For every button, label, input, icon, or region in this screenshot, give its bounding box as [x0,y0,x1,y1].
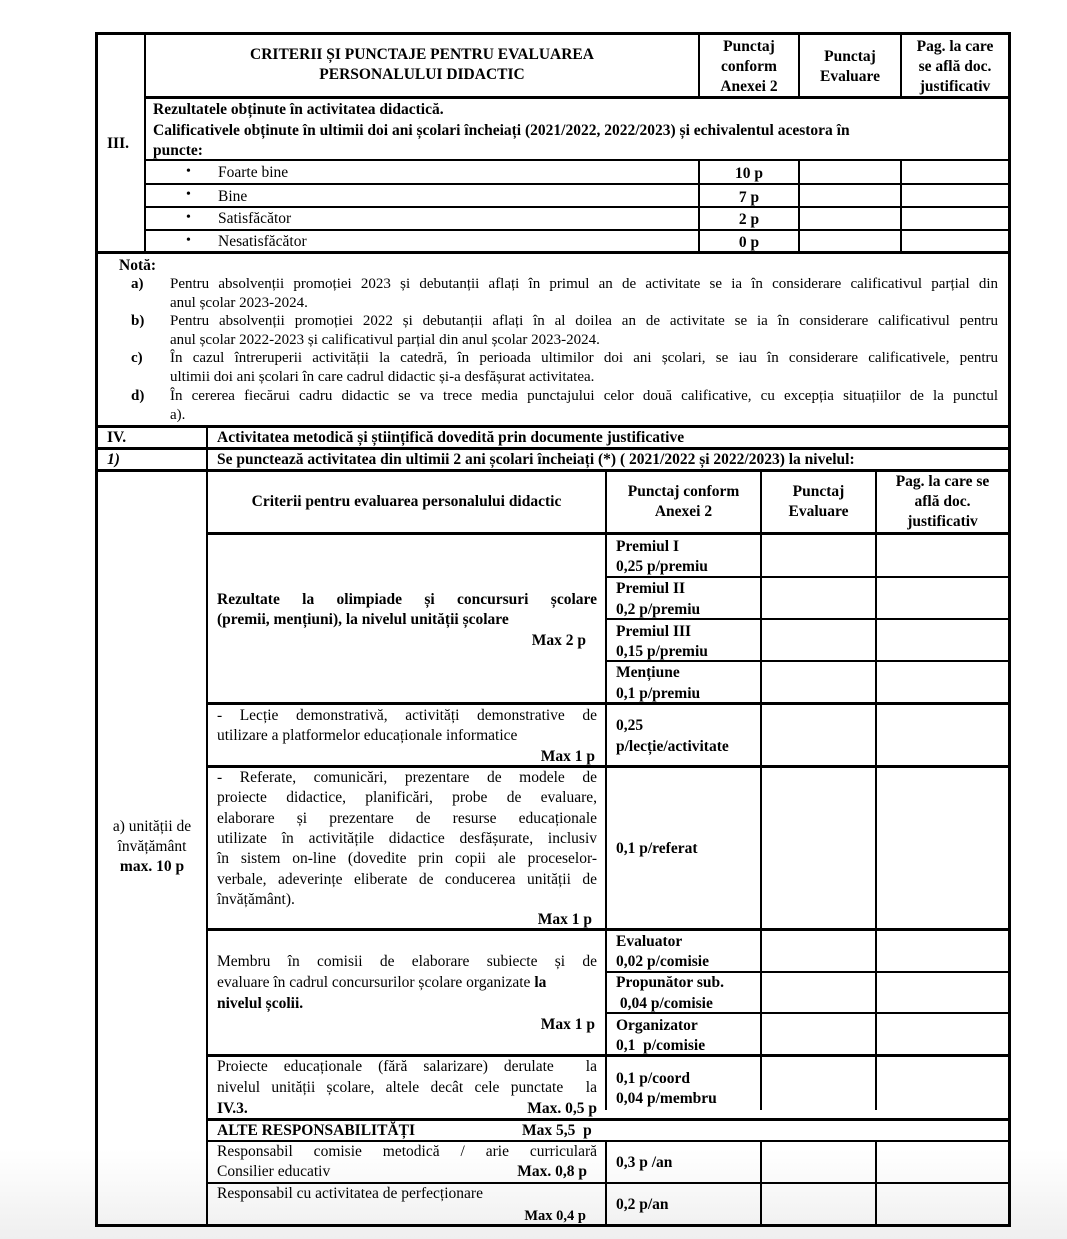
level-label-max: max. 10 p [119,858,185,875]
rating-evaluare-input[interactable] [800,185,900,206]
rating-label: Bine [218,188,248,205]
bullet-icon: • [186,187,191,202]
olimpiade-line2: (premii, mențiuni), la nivelul unității școlare [217,611,509,628]
proiecte-line3: IV.3. [217,1100,248,1117]
resp-comisie-value: 0,3 p /an [616,1154,673,1171]
evaluare-input-cell[interactable] [762,1184,875,1224]
intro-line3: puncte: [153,142,203,159]
iv-punctaj-header-line2: Anexei 2 [654,503,713,520]
pag-input-cell[interactable] [877,662,1008,702]
level-label [98,817,206,877]
punctaj-header-line1: Punctaj [723,38,775,55]
lectie-max: Max 1 p [540,748,595,765]
proiecte-max: Max. 0,5 p [527,1100,597,1117]
pag-input-cell[interactable] [877,705,1008,765]
section-iii-punctaj-header [700,37,798,97]
prize-name: Premiul II [616,580,686,597]
bullet-icon: • [186,210,191,225]
pag-header-line3: justificativ [919,78,991,95]
pag-input-cell[interactable] [877,931,1008,971]
note-letter: b) [131,313,145,329]
criteria-header-line2: PERSONALULUI DIDACTIC [319,66,525,83]
resp-comisie-line2: Consilier educativ [217,1163,331,1180]
note-line1: Pentru absolvenții promoției 2023 și debutanții aflați în primul an de activitate se ia în considerare calificativul parțial din [170,276,998,292]
rating-points: 0 p [738,234,760,251]
rating-label: Foarte bine [218,164,289,181]
section-iii-evaluare-header [800,47,900,87]
rating-row [146,161,1008,183]
prize-name: Mențiune [616,664,680,681]
rating-row [146,185,1008,206]
role-name: Evaluator [616,933,683,950]
iv-punctaj-header [607,482,760,522]
referate-line: în sistem on-line (dovedite prin copii ale proceselor- [217,850,597,868]
comisii-line2: evaluare în cadrul concursurilor școlare organizate [217,974,535,991]
bullet-icon: • [186,164,191,179]
pag-header-line2: se află doc. [918,58,992,75]
rating-row [146,208,1008,229]
rating-pag-input[interactable] [902,161,1008,183]
iv-pag-header-line2: află doc. [914,493,971,510]
evaluare-input-cell[interactable] [762,578,875,618]
punctaj-header-line2: conform [721,58,777,75]
rating-row [146,231,1008,251]
rating-points: 2 p [738,211,760,228]
iv-evaluare-header-line1: Punctaj [792,483,845,500]
prize-value: 0,15 p/premiu [616,643,708,660]
evaluare-input-cell[interactable] [762,1142,875,1182]
prize-value: 0,2 p/premiu [616,601,701,618]
olimpiade-max: Max 2 p [531,632,586,649]
iv-criteria-header: Criterii pentru evaluarea personalului didactic [251,493,562,510]
referate-value: 0,1 p/referat [616,840,698,857]
rating-pag-input[interactable] [902,185,1008,206]
note-line2: ultimii doi ani școlari în care cadrul didactic și-a desfășurat activitatea. [170,368,595,385]
note-line1: Pentru absolvenții promoției 2022 și debutanții aflați în al doilea an de activitate se ia în considerare calificativul pentru [170,313,998,329]
bullet-icon: • [186,233,191,248]
section-iv-title: Activitatea metodică și științifică dovedită prin documente justificative [217,429,685,446]
role-value: 0,04 p/comisie [616,995,713,1012]
proiecte-line1: Proiecte educaționale (fără salarizare) derulate la [217,1058,597,1075]
criteria-header-line1: CRITERII ȘI PUNCTAJE PENTRU EVALUAREA [250,46,594,63]
lectie-line1: - Lecție demonstrativă, activități demonstrative de [217,707,597,724]
evaluare-input-cell[interactable] [762,705,875,765]
iv-punctaj-header-line1: Punctaj conform [627,483,740,500]
iv-pag-header-line1: Pag. la care se [895,473,990,490]
note-letter: d) [131,388,145,404]
iv-pag-header [877,472,1008,532]
evaluare-input-cell[interactable] [762,931,875,971]
comisii-line1: Membru în comisii de elaborare subiecte și de [217,953,597,970]
pag-input-cell[interactable] [877,535,1008,576]
punctaj-header-line3: Anexei 2 [720,78,778,95]
notes-title: Notă: [119,257,157,274]
resp-perf-line1: Responsabil cu activitatea de perfecționare [217,1185,483,1202]
rating-evaluare-input[interactable] [800,208,900,229]
level-label-line1: a) unității de [112,818,192,835]
resp-comisie-max: Max. 0,8 p [517,1163,587,1180]
proiecte-value-line1: 0,1 p/coord [616,1070,691,1087]
section-iii-criteria-header [146,45,698,85]
role-name: Organizator [616,1017,698,1034]
rating-evaluare-input[interactable] [800,161,900,183]
comisii-line3: nivelul școlii. [217,995,304,1012]
intro-line2: Calificativele obținute în ultimii doi ani școlari încheiați (2021/2022, 2022/2023) și echivalentul acestora în [153,121,850,139]
section-iii-number: III. [107,135,129,152]
rating-label: Nesatisfăcător [218,233,307,250]
note-letter: a) [131,276,144,292]
section-iv-number: IV. [107,429,127,446]
iv-pag-header-line3: justificativ [907,513,978,530]
rating-points: 10 p [735,165,763,182]
rating-points: 7 p [738,189,760,206]
evaluare-input-cell[interactable] [762,1014,875,1054]
proiecte-line2: nivelul unității școlare, altele decât cele punctate la [217,1079,597,1096]
pag-input-cell[interactable] [877,620,1008,660]
rating-label: Satisfăcător [218,210,292,227]
note-line1: În cererea fiecărui cadru didactic se va trece media punctajului celor două calificative, cu excepția situațiilor de la punctul [170,388,998,404]
rating-pag-input[interactable] [902,231,1008,251]
pag-input-cell[interactable] [877,973,1008,1012]
evaluare-input-cell[interactable] [762,662,875,702]
pag-input-cell[interactable] [877,768,1008,928]
note-line2: a). [170,406,186,423]
alte-responsabilitati-title: ALTE RESPONSABILITĂȚI [217,1122,415,1139]
comisii-max: Max 1 p [540,1016,595,1033]
prize-name: Premiul I [616,538,679,555]
pag-input-cell[interactable] [877,1057,1008,1118]
rating-pag-input[interactable] [902,208,1008,229]
subsection-number: 1) [107,451,120,468]
section-iii-intro [153,100,850,162]
prize-value: 0,1 p/premiu [616,685,701,702]
iv-evaluare-header [762,482,875,522]
note-line2: anul școlar 2023-2024. [170,294,308,311]
pag-input-cell[interactable] [877,578,1008,618]
note-line2: anul școlar 2022-2023 și calificativul parțial din anul școlar 2023-2024. [170,331,600,348]
resp-comisie-line1: Responsabil comisie metodică / arie curriculară [217,1143,597,1160]
referate-line: proiecte didactice, planificări, probe de evaluare, [217,789,597,807]
iv-evaluare-header-line2: Evaluare [788,503,849,520]
evaluare-header-line2: Evaluare [820,68,880,85]
evaluare-input-cell[interactable] [762,768,875,928]
resp-perf-max: Max 0,4 p [524,1208,586,1224]
referate-line: utilizate în activitățile didactice desfășurate, inclusiv [217,829,597,847]
pag-input-cell[interactable] [877,1142,1008,1182]
lectie-value-line2: p/lecție/activitate [616,738,729,755]
referate-max: Max 1 p [537,911,592,928]
role-name: Propunător sub. [616,974,724,991]
intro-line1: Rezultatele obținute în activitatea didactică. [153,101,444,118]
prize-name: Premiul III [616,623,692,640]
resp-perf-value: 0,2 p/an [616,1196,669,1213]
referate-line: - Referate, comunicări, prezentare de modele de [217,769,597,786]
rating-evaluare-input[interactable] [800,231,900,251]
referate-line: elaborare și prezentare de resurse educaționale [217,809,597,827]
evaluare-header-line1: Punctaj [824,48,876,65]
subsection-title: Se punctează activitatea din ultimii 2 ani școlari încheiați (*) ( 2021/2022 și 2022/2023) la nivelul: [217,451,855,468]
pag-input-cell[interactable] [877,1014,1008,1054]
role-value: 0,1 p/comisie [616,1037,706,1054]
pag-header-line1: Pag. la care [916,38,994,55]
comisii-line2-bold: la [534,974,547,991]
section-iii-pag-header [902,37,1008,97]
evaluare-input-cell[interactable] [762,535,875,576]
lectie-line2: utilizare a platformelor educaționale informatice [217,727,518,744]
note-line1: În cazul întreruperii activității la catedră, în perioada ultimilor doi ani școlari, se iau în considerare calificativele, pentru [170,350,998,366]
lectie-value-line1: 0,25 [616,717,644,734]
pag-input-cell[interactable] [877,1184,1008,1224]
referate-line: învățământ). [217,890,295,908]
olimpiade-line1: Rezultate la olimpiade și concursuri școlare [217,591,597,608]
proiecte-value-line2: 0,04 p/membru [616,1090,717,1107]
evaluare-input-cell[interactable] [762,973,875,1012]
role-value: 0,02 p/comisie [616,953,709,970]
note-letter: c) [131,350,143,366]
evaluare-input-cell[interactable] [762,620,875,660]
alte-responsabilitati-max: Max 5,5 p [522,1122,592,1139]
level-label-line2: învățământ [117,838,187,855]
referate-line: verbale, adeverințe eliberate de conducerea unității de [217,870,597,888]
evaluare-input-cell[interactable] [762,1057,875,1118]
prize-value: 0,25 p/premiu [616,558,708,575]
